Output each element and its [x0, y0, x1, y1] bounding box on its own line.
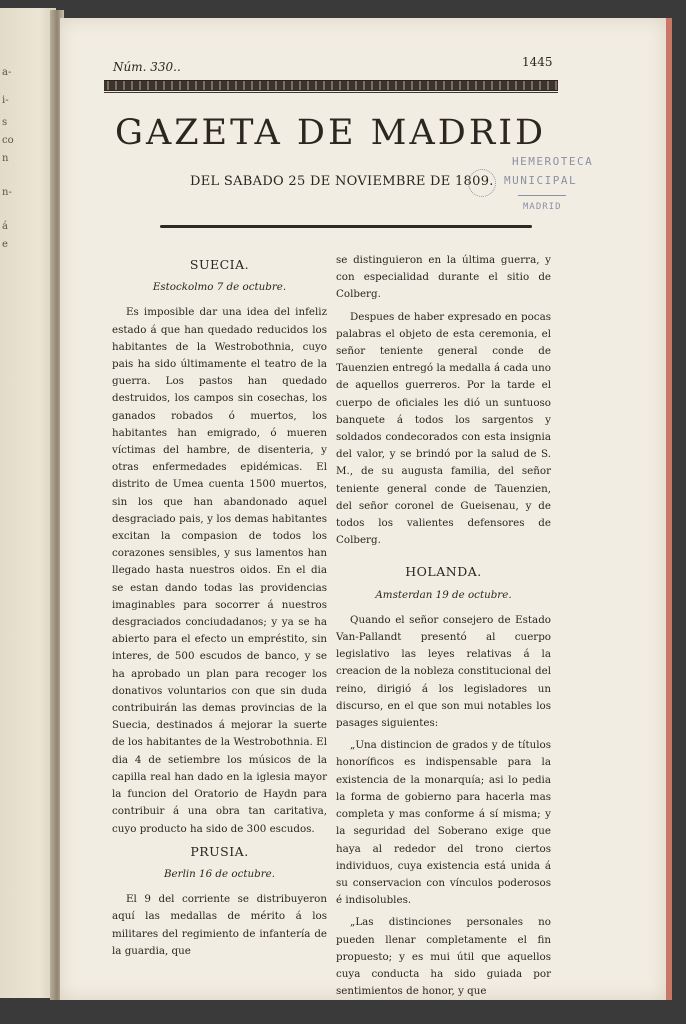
divider	[518, 195, 566, 196]
divider	[160, 225, 532, 228]
issue-number: Núm. 330..	[113, 60, 181, 74]
page-edge	[666, 18, 672, 1000]
article-paragraph: „Una distincion de grados y de títulos honoríficos es indispensable para la existencia de la monarquía; asi lo pedia la forma de gobierno para hacerla mas completa y mas conforme á sí misma; y la seguridad del Soberano exige que haya al rededor del trono ciertos individuos, cuya existencia está unida á su conservacion con vínculos poderosos é indisolubles.	[336, 739, 551, 907]
masthead-title: GAZETA DE MADRID	[115, 113, 547, 153]
article-paragraph: Despues de haber expresado en pocas palabras el objeto de esta ceremonia, el señor teniente general conde de Tauenzien entregó la medalla á cada uno de aquellos guerreros. Por la tarde el cuerpo de oficiales les dió un suntuoso banquete á todos los sargentos y soldados condecorados con esta insignia del valor, y se brindó por la salud de S. M., de su augusta familia, del señor teniente general conde de Tauenzien, del señor coronel de Gueisenau, y de todos los valientes defensores de Colberg.	[336, 310, 551, 547]
library-stamp	[468, 155, 608, 225]
left-page-edge	[0, 8, 56, 998]
left-page-fragment: co	[2, 135, 14, 146]
left-column	[112, 252, 327, 965]
stamp-line: MUNICIPAL	[504, 174, 578, 187]
divider	[104, 92, 558, 93]
article-paragraph: El 9 del corriente se distribuyeron aquí las medallas de mérito á los militares del regimiento de infantería de la guardia, que	[112, 893, 327, 957]
section-heading: SUECIA.	[189, 257, 250, 272]
stamp-line: HEMEROTECA	[512, 155, 594, 168]
left-page-fragment: á	[2, 221, 8, 232]
right-column	[336, 252, 551, 1005]
left-page-fragment: e	[2, 239, 8, 250]
left-page-fragment: s	[2, 117, 8, 128]
article-paragraph: Quando el señor consejero de Estado Van-Pallandt presentó al cuerpo legislativo las leyes relativas á la creacion de la nobleza constitucional del reino, dirigió á los legisladores un discurso, en el que son mui notables los pasages siguientes:	[336, 613, 551, 730]
dateline: DEL SABADO 25 DE NOVIEMBRE DE 1809.	[190, 174, 494, 189]
article-paragraph: „Las distinciones personales no pueden llenar completamente el fin propuesto; y es mui útil que aquellos cuya conducta ha sido guiada por sentimientos de honor, y que	[336, 916, 551, 998]
section-heading: HOLANDA.	[405, 564, 482, 580]
section-dateline: Berlin 16 de octubre.	[163, 867, 276, 880]
article-paragraph: se distinguieron en la última guerra, y con especialidad durante el sitio de Colberg.	[336, 254, 551, 301]
section-dateline: Estockolmo 7 de octubre.	[152, 281, 287, 294]
left-page-fragment: n-	[2, 187, 12, 198]
page-number: 1445	[522, 55, 553, 69]
section-heading: PRUSIA.	[190, 843, 249, 859]
ornamental-rule	[104, 80, 558, 91]
stamp-seal-icon	[468, 169, 496, 197]
left-page-fragment: a-	[2, 67, 12, 78]
left-page-fragment: i-	[2, 95, 9, 106]
left-page-fragment: n	[2, 153, 9, 164]
section-dateline: Amsterdan 19 de octubre.	[375, 588, 512, 601]
stamp-line: MADRID	[523, 202, 562, 212]
article-paragraph: Es imposible dar una idea del infeliz estado á que han quedado reducidos los habitantes de la Westrobothnia, cuyo pais ha sido últimamente el teatro de la guerra. Los pastos han quedado destruidos, los campos sin cosechas, los ganados robados ó muertos, los habitantes han emigrado, ó mueren víctimas del hambre, de disenteria, y otras enfermedades epidémicas. El distrito de Umea cuenta 1500 muertos, sin los que han abandonado aquel desgraciado pais, y los demas habitantes excitan la compasion de todos los corazones sensibles, y sus lamentos han llegado hasta nuestros oidos. En el dia se estan dando todas las providencias imaginables para socorrer á nuestros desgraciados conciudadanos; y ya se ha abierto para el efecto un empréstito, sin interes, de 500 escudos de banco, y se ha aprobado un plan para recoger los donativos voluntarios con que sin duda contribuirán las demas provincias de la Suecia, destinados á mejorar la suerte de los habitantes de la Westrobothnia. El dia 4 de setiembre los músicos de la capilla real han dado en la iglesia mayor la funcion del Oratorio de Haydn para contribuir á una obra tan caritativa, cuyo producto ha sido de 300 escudos.	[112, 306, 327, 835]
